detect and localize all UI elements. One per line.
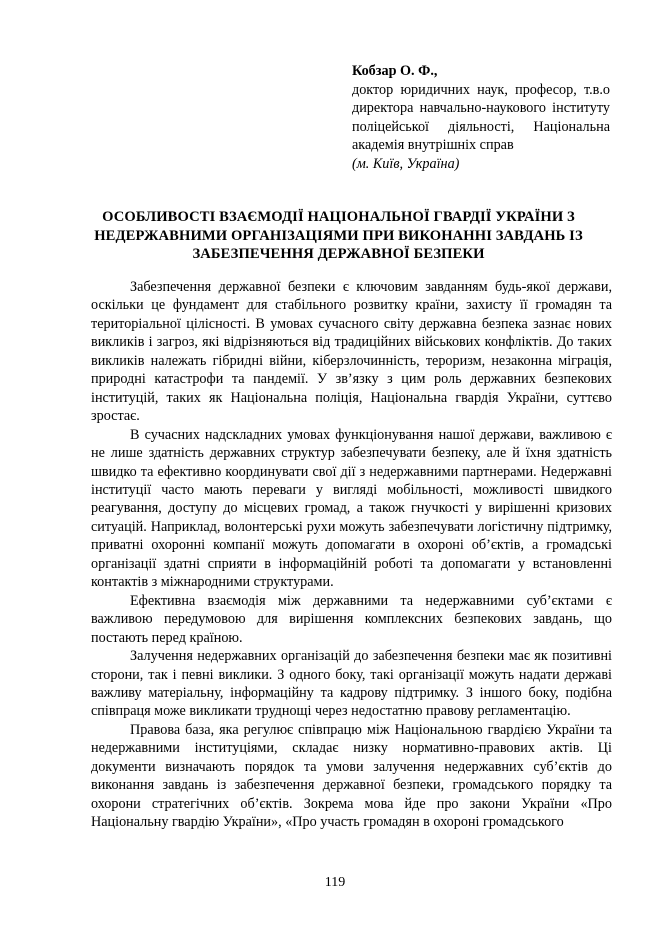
paragraph: В сучасних надскладних умовах функціонування нашої держави, важливою є не лише здатність державних структур забезпечувати безпеку, але й їхня здатність швидко та ефективно координувати свої дії з недержавними партнерами. Недержавні інституції часто мають переваги у вигляді мобільності, можливості швидкого реагування, доступу до місцевих громад, а також гнучкості у вирішенні кризових ситуацій. Наприклад, волонтерські рухи можуть забезпечувати логістичну підтримку, приватні охоронні компанії можуть допомагати в охороні об’єктів, а громадські організації здатні сприяти в інформаційній роботі та допомагати у встановленні контактів з міжнародними структурами. (91, 426, 612, 591)
paragraph: Ефективна взаємодія між державними та недержавними суб’єктами є важливою передумовою для вирішення комплексних безпекових завдань, що постають перед країною. (91, 592, 612, 646)
paragraph: Забезпечення державної безпеки є ключовим завданням будь-якої держави, оскільки це фундамент для стабільного розвитку країни, захисту її громадян та територіальної цілісності. В умовах сучасного світу державна безпека зазнає нових викликів і загроз, які відрізняються від традиційних військових конфліктів. До таких викликів належать гібридні війни, кіберзлочинність, тероризм, незаконна міграція, природні катастрофи та пандемії. У зв’язку з цим роль державних безпекових інституцій, таких як Національна поліція, Національна гвардія України, суттєво зростає. (91, 279, 612, 425)
article-body (91, 278, 612, 832)
page-number: 119 (324, 875, 346, 890)
article-title: ОСОБЛИВОСТІ ВЗАЄМОДІЇ НАЦІОНАЛЬНОЇ ГВАРДІЇ УКРАЇНИ З НЕДЕРЖАВНИМИ ОРГАНІЗАЦІЯМИ ПРИ ВИКОНАННІ ЗАВДАНЬ ІЗ ЗАБЕЗПЕЧЕННЯ ДЕРЖАВНОЇ БЕЗПЕКИ (94, 209, 583, 263)
author-name: Кобзар О. Ф., (352, 63, 438, 79)
paragraph: Залучення недержавних організацій до забезпечення безпеки має як позитивні сторони, так і певні виклики. З одного боку, такі організації можуть надати державі важливу матеріальну, інформаційну та кадрову підтримку. З іншого боку, подібна співпраця може викликати труднощі через недостатню правову регламентацію. (91, 648, 612, 720)
author-block (352, 62, 610, 173)
paragraph: Правова база, яка регулює співпрацю між Національною гвардією України та недержавними інституціями, складає низку нормативно-правових актів. Ці документи визначають порядок та умови залучення недержавних суб’єктів до виконання завдань із забезпечення державної безпеки, громадського порядку та охорони стратегічних об’єктів. Зокрема мова йде про закони України «Про Національну гвардію України», «Про участь громадян в охороні громадського (91, 721, 612, 831)
author-location: (м. Київ, Україна) (352, 155, 460, 172)
author-affiliation: доктор юридичних наук, професор, т.в.о директора навчально-наукового інституту поліцейської діяльності, Національна академія внутрішніх справ (352, 81, 610, 153)
